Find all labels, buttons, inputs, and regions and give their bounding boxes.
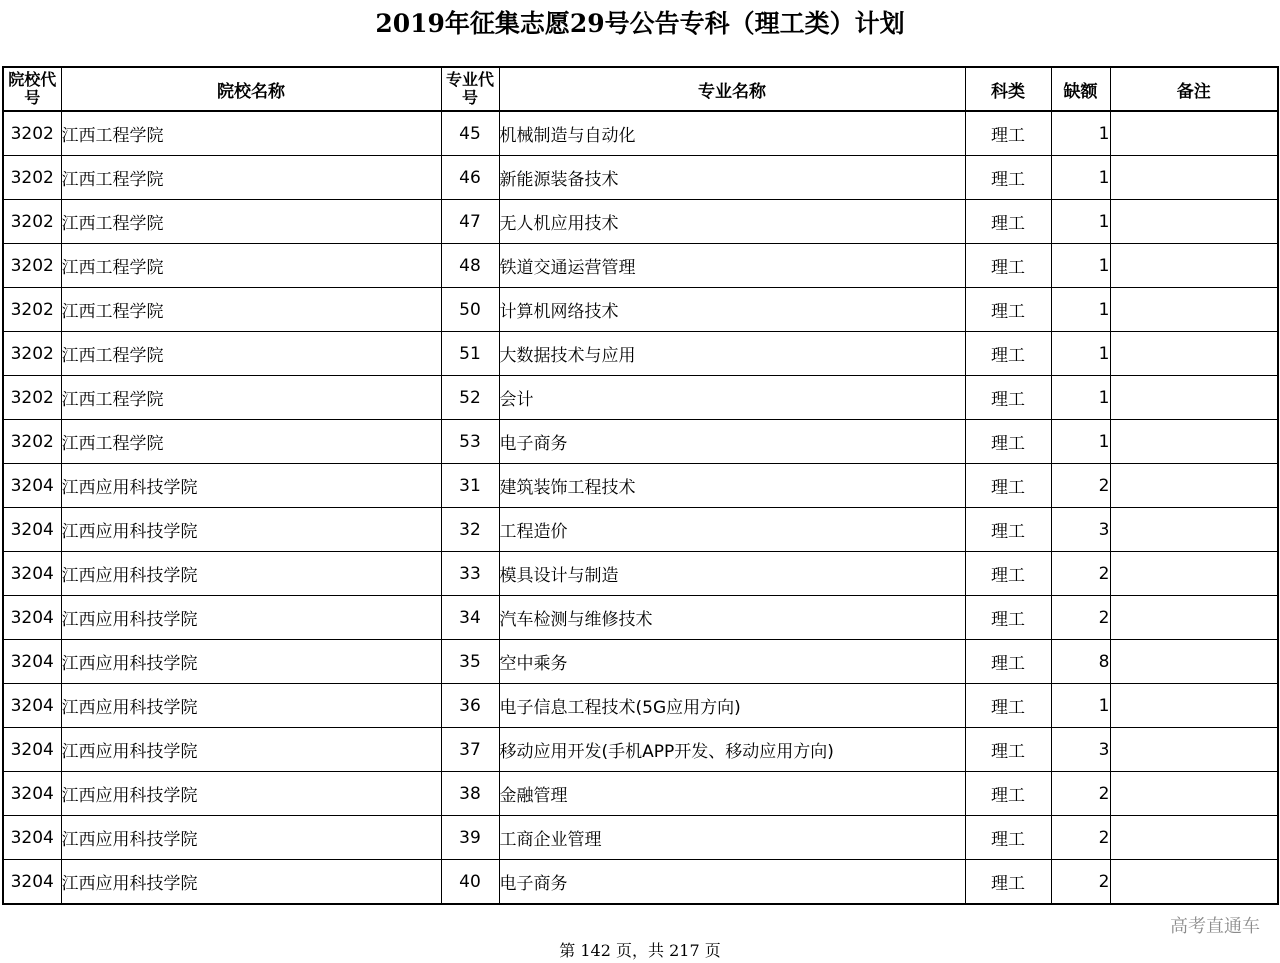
cell-major-name: 电子商务 — [499, 420, 965, 464]
cell-major-code: 53 — [441, 420, 499, 464]
cell-school-name: 江西工程学院 — [61, 111, 441, 156]
cell-quota: 1 — [1051, 332, 1110, 376]
cell-quota: 2 — [1051, 772, 1110, 816]
cell-category: 理工 — [965, 200, 1051, 244]
cell-major-name: 大数据技术与应用 — [499, 332, 965, 376]
cell-major-code: 35 — [441, 640, 499, 684]
table-row — [3, 111, 1278, 156]
cell-category: 理工 — [965, 860, 1051, 905]
cell-quota: 8 — [1051, 640, 1110, 684]
document-title: 2019年征集志愿29号公告专科（理工类）计划 — [375, 9, 905, 38]
cell-school-name: 江西应用科技学院 — [61, 816, 441, 860]
cell-school-name: 江西工程学院 — [61, 420, 441, 464]
cell-major-code: 47 — [441, 200, 499, 244]
cell-note — [1110, 464, 1278, 508]
cell-school-code: 3202 — [3, 376, 61, 420]
cell-category: 理工 — [965, 772, 1051, 816]
cell-note — [1110, 244, 1278, 288]
table-row — [3, 244, 1278, 288]
cell-major-name: 建筑装饰工程技术 — [499, 464, 965, 508]
cell-quota: 1 — [1051, 200, 1110, 244]
cell-school-code: 3204 — [3, 772, 61, 816]
table-row — [3, 288, 1278, 332]
cell-note — [1110, 816, 1278, 860]
cell-major-code: 32 — [441, 508, 499, 552]
cell-school-name: 江西应用科技学院 — [61, 464, 441, 508]
cell-major-name: 空中乘务 — [499, 640, 965, 684]
cell-major-code: 31 — [441, 464, 499, 508]
table-row — [3, 816, 1278, 860]
cell-category: 理工 — [965, 244, 1051, 288]
cell-note — [1110, 111, 1278, 156]
header-note: 备注 — [1110, 67, 1278, 111]
cell-major-name: 机械制造与自动化 — [499, 111, 965, 156]
cell-note — [1110, 728, 1278, 772]
cell-category: 理工 — [965, 464, 1051, 508]
cell-major-code: 39 — [441, 816, 499, 860]
table-row — [3, 156, 1278, 200]
header-major-name: 专业名称 — [499, 67, 965, 111]
cell-major-code: 51 — [441, 332, 499, 376]
cell-note — [1110, 200, 1278, 244]
table-row — [3, 860, 1278, 905]
cell-school-code: 3202 — [3, 244, 61, 288]
cell-major-code: 38 — [441, 772, 499, 816]
cell-quota: 1 — [1051, 288, 1110, 332]
cell-note — [1110, 684, 1278, 728]
cell-school-name: 江西应用科技学院 — [61, 508, 441, 552]
cell-major-name: 模具设计与制造 — [499, 552, 965, 596]
cell-major-code: 50 — [441, 288, 499, 332]
cell-school-name: 江西应用科技学院 — [61, 728, 441, 772]
cell-category: 理工 — [965, 552, 1051, 596]
header-row — [3, 67, 1278, 111]
cell-quota: 1 — [1051, 376, 1110, 420]
cell-category: 理工 — [965, 684, 1051, 728]
cell-category: 理工 — [965, 156, 1051, 200]
cell-major-name: 工程造价 — [499, 508, 965, 552]
cell-major-name: 汽车检测与维修技术 — [499, 596, 965, 640]
cell-school-name: 江西工程学院 — [61, 244, 441, 288]
cell-category: 理工 — [965, 376, 1051, 420]
cell-quota: 3 — [1051, 508, 1110, 552]
table-row — [3, 464, 1278, 508]
cell-school-code: 3204 — [3, 728, 61, 772]
table-row — [3, 200, 1278, 244]
cell-school-name: 江西工程学院 — [61, 376, 441, 420]
cell-quota: 2 — [1051, 596, 1110, 640]
cell-school-code: 3204 — [3, 552, 61, 596]
cell-school-name: 江西应用科技学院 — [61, 552, 441, 596]
table-row — [3, 596, 1278, 640]
table-row — [3, 684, 1278, 728]
cell-quota: 1 — [1051, 244, 1110, 288]
cell-school-code: 3202 — [3, 200, 61, 244]
cell-major-name: 移动应用开发(手机APP开发、移动应用方向) — [499, 728, 965, 772]
cell-note — [1110, 640, 1278, 684]
header-school-name: 院校名称 — [61, 67, 441, 111]
cell-major-name: 电子商务 — [499, 860, 965, 905]
table-row — [3, 376, 1278, 420]
table-row — [3, 508, 1278, 552]
cell-category: 理工 — [965, 420, 1051, 464]
cell-major-name: 会计 — [499, 376, 965, 420]
cell-note — [1110, 772, 1278, 816]
cell-major-code: 46 — [441, 156, 499, 200]
cell-major-code: 45 — [441, 111, 499, 156]
plan-table — [2, 66, 1279, 905]
table-row — [3, 640, 1278, 684]
cell-note — [1110, 420, 1278, 464]
cell-school-code: 3202 — [3, 332, 61, 376]
cell-category: 理工 — [965, 111, 1051, 156]
cell-school-name: 江西工程学院 — [61, 288, 441, 332]
cell-school-code: 3202 — [3, 420, 61, 464]
table-row — [3, 772, 1278, 816]
cell-major-code: 33 — [441, 552, 499, 596]
cell-school-name: 江西应用科技学院 — [61, 684, 441, 728]
cell-major-code: 37 — [441, 728, 499, 772]
cell-note — [1110, 288, 1278, 332]
watermark: 高考直通车 — [1170, 916, 1260, 937]
cell-category: 理工 — [965, 816, 1051, 860]
cell-major-name: 铁道交通运营管理 — [499, 244, 965, 288]
cell-school-code: 3204 — [3, 816, 61, 860]
cell-category: 理工 — [965, 508, 1051, 552]
table-row — [3, 728, 1278, 772]
cell-school-code: 3202 — [3, 288, 61, 332]
header-category: 科类 — [965, 67, 1051, 111]
cell-category: 理工 — [965, 728, 1051, 772]
cell-school-code: 3204 — [3, 508, 61, 552]
cell-major-name: 计算机网络技术 — [499, 288, 965, 332]
cell-note — [1110, 860, 1278, 905]
cell-category: 理工 — [965, 288, 1051, 332]
cell-quota: 1 — [1051, 684, 1110, 728]
cell-major-code: 48 — [441, 244, 499, 288]
cell-school-code: 3204 — [3, 640, 61, 684]
cell-quota: 2 — [1051, 816, 1110, 860]
cell-school-name: 江西应用科技学院 — [61, 772, 441, 816]
cell-quota: 2 — [1051, 860, 1110, 905]
cell-major-code: 52 — [441, 376, 499, 420]
cell-school-name: 江西工程学院 — [61, 200, 441, 244]
table-header — [3, 67, 1278, 111]
cell-school-code: 3204 — [3, 464, 61, 508]
cell-category: 理工 — [965, 332, 1051, 376]
cell-category: 理工 — [965, 640, 1051, 684]
cell-school-name: 江西工程学院 — [61, 156, 441, 200]
cell-category: 理工 — [965, 596, 1051, 640]
cell-note — [1110, 552, 1278, 596]
cell-school-code: 3204 — [3, 596, 61, 640]
cell-note — [1110, 376, 1278, 420]
cell-school-name: 江西工程学院 — [61, 332, 441, 376]
cell-school-code: 3202 — [3, 156, 61, 200]
header-major-code: 专业代号 — [441, 67, 499, 111]
cell-note — [1110, 508, 1278, 552]
table-row — [3, 332, 1278, 376]
cell-major-name: 新能源装备技术 — [499, 156, 965, 200]
table-row — [3, 552, 1278, 596]
cell-school-name: 江西应用科技学院 — [61, 860, 441, 905]
header-quota: 缺额 — [1051, 67, 1110, 111]
cell-major-name: 工商企业管理 — [499, 816, 965, 860]
cell-major-code: 36 — [441, 684, 499, 728]
cell-quota: 2 — [1051, 464, 1110, 508]
cell-note — [1110, 596, 1278, 640]
header-school-code: 院校代号 — [3, 67, 61, 111]
cell-quota: 1 — [1051, 420, 1110, 464]
cell-quota: 3 — [1051, 728, 1110, 772]
cell-school-name: 江西应用科技学院 — [61, 640, 441, 684]
cell-note — [1110, 156, 1278, 200]
cell-major-name: 金融管理 — [499, 772, 965, 816]
cell-school-code: 3202 — [3, 111, 61, 156]
page-footer: 第 142 页，共 217 页 — [559, 941, 721, 960]
cell-major-name: 电子信息工程技术(5G应用方向) — [499, 684, 965, 728]
table-row — [3, 420, 1278, 464]
cell-quota: 1 — [1051, 156, 1110, 200]
cell-school-name: 江西应用科技学院 — [61, 596, 441, 640]
cell-major-code: 34 — [441, 596, 499, 640]
cell-major-name: 无人机应用技术 — [499, 200, 965, 244]
cell-school-code: 3204 — [3, 860, 61, 905]
cell-school-code: 3204 — [3, 684, 61, 728]
cell-quota: 1 — [1051, 111, 1110, 156]
table-body — [3, 111, 1278, 904]
cell-major-code: 40 — [441, 860, 499, 905]
cell-quota: 2 — [1051, 552, 1110, 596]
cell-note — [1110, 332, 1278, 376]
